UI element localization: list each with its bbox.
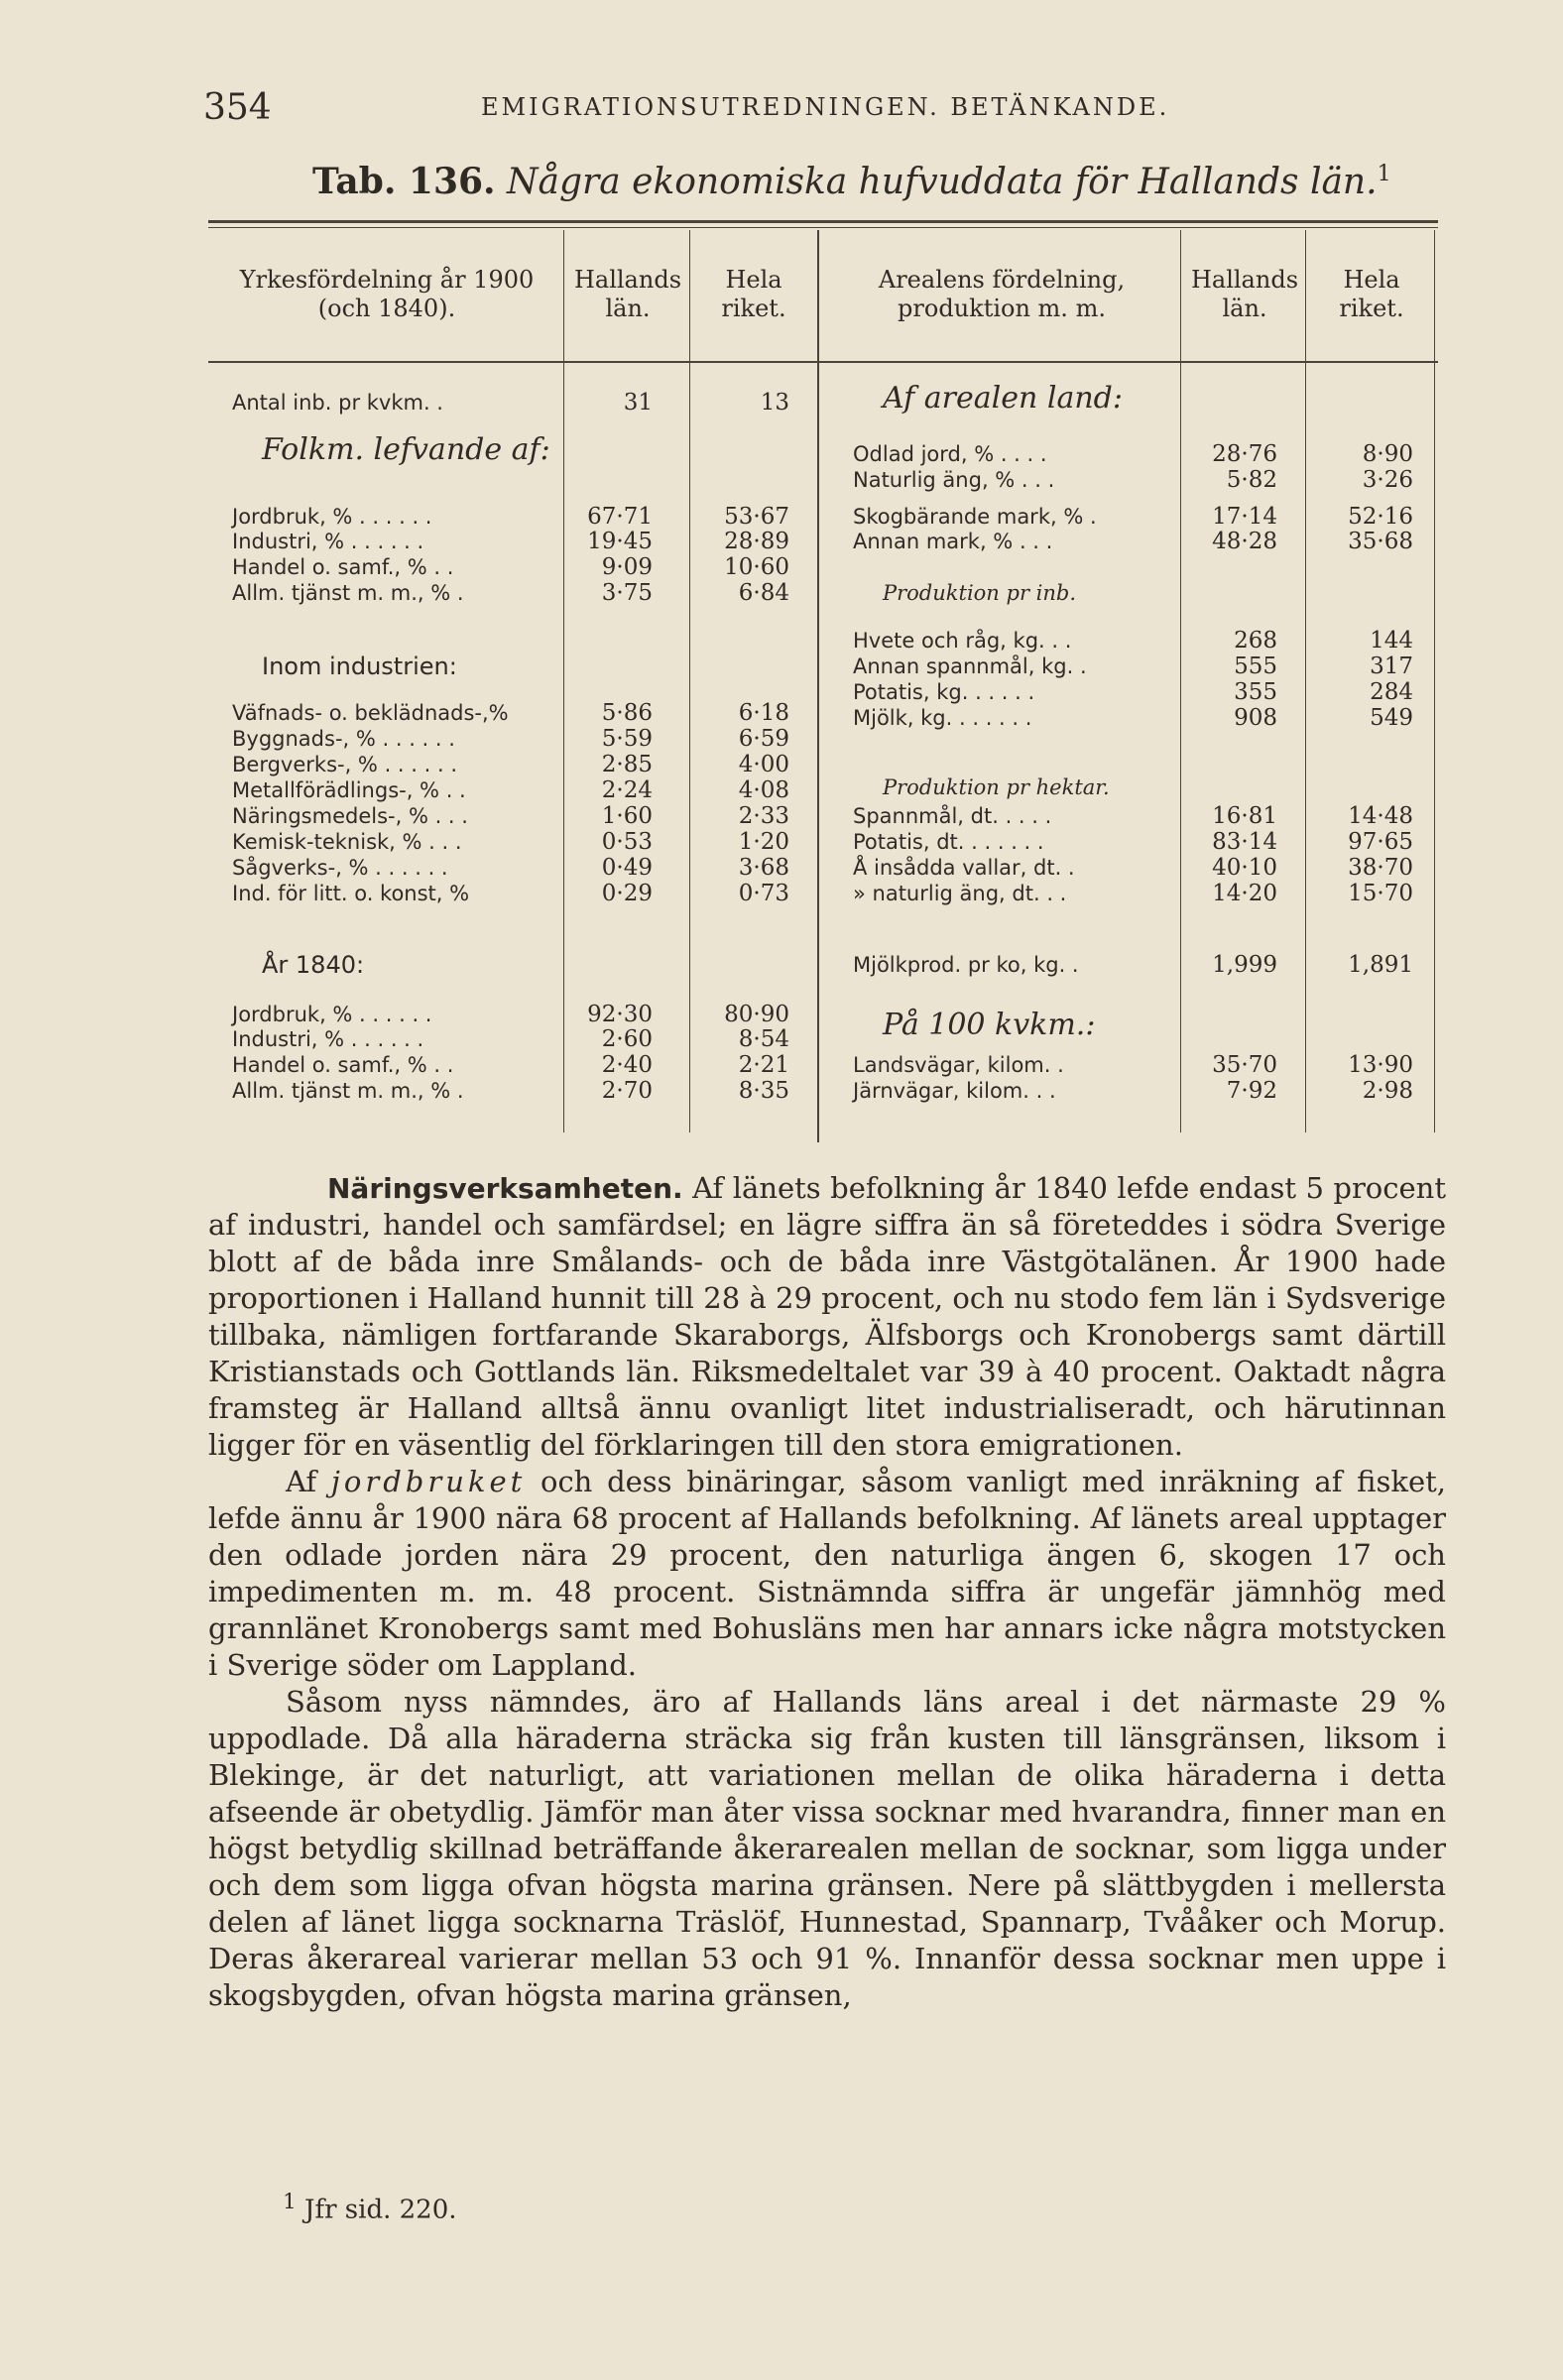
- right_table-hallands-value: 268: [1234, 628, 1277, 654]
- left_table-hallands-value: 92·30: [587, 1002, 653, 1027]
- left_table-riket-value: 6·84: [738, 580, 789, 606]
- left_table-hallands-value: 0·49: [601, 855, 653, 881]
- left_table-riket-value: 13: [760, 390, 789, 416]
- right_table-row-label: Å insådda vallar, dt. .: [853, 856, 1075, 880]
- left_table-row-label: Kemisk-teknisk, % . . .: [232, 830, 462, 854]
- right_table-hallands-value: 555: [1234, 654, 1277, 679]
- left_table-row-heading: Inom industrien:: [262, 653, 457, 680]
- column-divider-right-hallands: [1305, 230, 1306, 1132]
- left_table-hallands-value: 2·85: [601, 752, 653, 777]
- table-note-marker: 1: [1377, 162, 1391, 186]
- left_table-row-label: Ind. för litt. o. konst, %: [232, 882, 470, 905]
- right_table-row-heading: På 100 kvkm.:: [883, 1008, 1096, 1042]
- page-number: 354: [203, 87, 272, 128]
- right_table-riket-value: 1,891: [1348, 952, 1413, 978]
- right_table-riket-value: 2·98: [1362, 1078, 1413, 1104]
- right_table-hallands-value: 908: [1234, 705, 1277, 731]
- column-divider-left-hallands: [689, 230, 690, 1132]
- right_table-hallands-value: 35·70: [1212, 1052, 1277, 1078]
- right_table-row-label: Spannmål, dt. . . . .: [853, 804, 1052, 828]
- right_table-riket-value: 52·16: [1348, 504, 1413, 530]
- right_table-riket-value: 284: [1370, 679, 1413, 705]
- left_table-row-label: Antal inb. pr kvkm. .: [232, 391, 443, 415]
- right_table-riket-value: 8·90: [1362, 441, 1413, 467]
- paragraph-areal: Såsom nyss nämndes, äro af Hallands läns areal i det närmaste 29 % uppodlade. Då alla häraderna sträcka sig från kusten till länsgränsen, liksom i Blekinge, är det naturligt, att variationen mellan de olika häraderna i detta afseende är obetydlig. Jämför man åter vissa socknar med hvarandra, finner man en högst betydlig skillnad beträffande åkerarealen mellan de socknar, som ligga under och dem som ligga ofvan högsta marina gränsen. Nere på slättbygden i mellersta delen af länet ligga socknarna Träslöf, Hunnestad, Spannarp, Tvååker och Morup. Deras åkerareal varierar mellan 53 och 91 %. Innanför dessa socknar men uppe i skogsbygden, ofvan högsta marina gränsen,: [208, 1685, 1446, 2012]
- left_table-hallands-value: 5·59: [601, 726, 653, 752]
- right_table-row-label: Mjölkprod. pr ko, kg. .: [853, 953, 1079, 977]
- right_table-hallands-value: 5·82: [1226, 467, 1277, 493]
- right_table-riket-value: 13·90: [1348, 1052, 1413, 1078]
- right_table-riket-value: 317: [1370, 654, 1413, 679]
- right_table-row-heading: Produktion pr inb.: [883, 581, 1077, 605]
- right_table-riket-value: 38·70: [1348, 855, 1413, 881]
- table-label: Tab. 136.: [312, 161, 496, 202]
- right_table-row-label: Annan spannmål, kg. .: [853, 654, 1087, 678]
- left_table-row-label: Allm. tjänst m. m., % .: [232, 581, 464, 605]
- right_table-row-label: Annan mark, % . . .: [853, 530, 1053, 553]
- right_table-row-label: Järnvägar, kilom. . .: [853, 1079, 1056, 1103]
- right_table-row-label: Naturlig äng, % . . .: [853, 468, 1055, 492]
- left_table-row-heading: Folkm. lefvande af:: [262, 432, 550, 467]
- right_table-row-heading: Produktion pr hektar.: [883, 775, 1110, 799]
- right_table-hallands-value: 17·14: [1212, 504, 1277, 530]
- left_table-hallands-value: 2·70: [601, 1078, 653, 1104]
- left_table-riket-value: 28·89: [724, 529, 789, 554]
- left_table-hallands-value: 9·09: [601, 554, 653, 580]
- left_table-riket-value: 1·20: [738, 829, 789, 855]
- right_table-hallands-value: 1,999: [1212, 952, 1277, 978]
- right_table-row-label: » naturlig äng, dt. . .: [853, 882, 1067, 905]
- left_table-hallands-value: 3·75: [601, 580, 653, 606]
- left_table-row-label: Väfnads- o. beklädnads-,%: [232, 701, 509, 725]
- left_table-riket-value: 8·35: [738, 1078, 789, 1104]
- right_table-hallands-value: 7·92: [1226, 1078, 1277, 1104]
- column-divider-right-label: [1180, 230, 1181, 1132]
- emphasized-word: jordbruket: [330, 1465, 527, 1498]
- left-header-occupation: Yrkesfördelning år 1900 (och 1840).: [239, 266, 535, 322]
- left_table-riket-value: 3·68: [738, 855, 789, 881]
- page-header: [203, 87, 1443, 137]
- left_table-riket-value: 2·21: [738, 1052, 789, 1078]
- right_table-hallands-value: 40·10: [1212, 855, 1277, 881]
- right_table-row-label: Hvete och råg, kg. . .: [853, 629, 1072, 653]
- left_table-hallands-value: 2·40: [601, 1052, 653, 1078]
- left_table-riket-value: 8·54: [738, 1026, 789, 1052]
- body-text: [208, 1170, 1446, 2014]
- right_table-row-label: Landsvägar, kilom. .: [853, 1053, 1064, 1077]
- data-table: [208, 220, 1438, 1152]
- right_table-riket-value: 35·68: [1348, 529, 1413, 554]
- left_table-hallands-value: 0·53: [601, 829, 653, 855]
- left_table-riket-value: 4·08: [738, 777, 789, 803]
- left_table-row-label: Näringsmedels-, % . . .: [232, 804, 468, 828]
- left_table-row-label: Sågverks-, % . . . . . .: [232, 856, 448, 880]
- left_table-row-label: Industri, % . . . . . .: [232, 530, 424, 553]
- left_table-hallands-value: 1·60: [601, 803, 653, 829]
- left_table-row-label: Jordbruk, % . . . . . .: [232, 505, 432, 529]
- left_table-row-label: Bergverks-, % . . . . . .: [232, 753, 457, 776]
- right-header-hallands: Hallands län.: [1190, 266, 1299, 322]
- left_table-riket-value: 2·33: [738, 803, 789, 829]
- left-header-riket: Hela riket.: [721, 266, 786, 322]
- left_table-hallands-value: 5·86: [601, 700, 653, 726]
- right_table-row-label: Potatis, kg. . . . . .: [853, 680, 1035, 704]
- right_table-hallands-value: 14·20: [1212, 881, 1277, 906]
- left_table-row-label: Industri, % . . . . . .: [232, 1027, 424, 1051]
- left_table-riket-value: 6·59: [738, 726, 789, 752]
- right_table-hallands-value: 355: [1234, 679, 1277, 705]
- right-header-riket: Hela riket.: [1339, 266, 1404, 322]
- right_table-riket-value: 549: [1370, 705, 1413, 731]
- right_table-riket-value: 144: [1370, 628, 1413, 654]
- left_table-riket-value: 4·00: [738, 752, 789, 777]
- footnote-marker: 1: [283, 2190, 297, 2214]
- column-divider-left-label: [563, 230, 564, 1132]
- table-top-rule-thin: [208, 227, 1438, 228]
- paragraph-lead: Näringsverksamheten.: [327, 1172, 683, 1205]
- left_table-row-label: Byggnads-, % . . . . . .: [232, 727, 455, 751]
- paragraph-naringsverksamheten: Näringsverksamheten. Af länets befolkning år 1840 lefde endast 5 procent af industri, handel och samfärdsel; en lägre siffra än så företeddes i södra Sverige blott af de båda inre Smålands- och de båda inre Västgötalänen. År 1900 hade proportionen i Halland hunnit till 28 à 29 procent, och nu stodo fem län i Sydsverige tillbaka, nämligen fortfarande Skaraborgs, Älfsborgs och Kronobergs samt därtill Kristianstads och Gottlands län. Riksmedeltalet var 39 à 40 procent. Oaktadt några framsteg är Halland alltså ännu ovanligt litet industrialiseradt, och härutinnan ligger för en väsentlig del förklaringen till den stora emigrationen.: [208, 1171, 1447, 1462]
- table-title: [312, 161, 1391, 202]
- left_table-hallands-value: 2·24: [601, 777, 653, 803]
- right_table-row-label: Potatis, dt. . . . . . .: [853, 830, 1044, 854]
- right-header-area: Arealens fördelning, produktion m. m.: [878, 266, 1126, 322]
- right_table-hallands-value: 48·28: [1212, 529, 1277, 554]
- right_table-row-label: Odlad jord, % . . . .: [853, 442, 1047, 466]
- left_table-hallands-value: 19·45: [587, 529, 653, 554]
- right_table-hallands-value: 16·81: [1212, 803, 1277, 829]
- paragraph-jordbruket: Af jordbruket och dess binäringar, såsom vanligt med inräkning af fisket, lefde ännu år 1900 nära 68 procent af Hallands befolkning. Af länets areal upptager den odlade jorden nära 29 procent, den naturliga ängen 6, skogen 17 och impedimenten m. m. 48 procent. Sistnämnda siffra är ungefär jämnhög med grannlänet Kronobergs samt med Bohusläns men har annars icke några motstycken i Sverige söder om Lappland.: [208, 1465, 1446, 1682]
- right_table-row-heading: Af arealen land:: [883, 381, 1123, 416]
- left_table-row-label: Handel o. samf., % . .: [232, 1053, 454, 1077]
- footnote-text: Jfr sid. 220.: [304, 2195, 457, 2225]
- left_table-riket-value: 0·73: [738, 881, 789, 906]
- left_table-hallands-value: 0·29: [601, 881, 653, 906]
- right_table-row-label: Mjölk, kg. . . . . . .: [853, 706, 1032, 730]
- left_table-riket-value: 80·90: [724, 1002, 789, 1027]
- right_table-row-label: Skogbärande mark, % .: [853, 505, 1097, 529]
- right_table-riket-value: 3·26: [1362, 467, 1413, 493]
- left_table-row-label: Allm. tjänst m. m., % .: [232, 1079, 464, 1103]
- right_table-riket-value: 97·65: [1348, 829, 1413, 855]
- right_table-riket-value: 15·70: [1348, 881, 1413, 906]
- left_table-row-label: Jordbruk, % . . . . . .: [232, 1003, 432, 1026]
- table-top-rule: [208, 220, 1438, 223]
- left_table-row-heading: År 1840:: [262, 951, 365, 979]
- footnote: [283, 2190, 457, 2225]
- table-right-edge: [1434, 230, 1435, 1132]
- left_table-riket-value: 10·60: [724, 554, 789, 580]
- left_table-row-label: Handel o. samf., % . .: [232, 555, 454, 579]
- left_table-row-label: Metallförädlings-, % . .: [232, 778, 466, 802]
- running-title: EMIGRATIONSUTREDNINGEN. BETÄNKANDE.: [481, 93, 1170, 121]
- left_table-riket-value: 53·67: [724, 504, 789, 530]
- left-header-hallands: Hallands län.: [573, 266, 682, 322]
- right_table-hallands-value: 28·76: [1212, 441, 1277, 467]
- left_table-hallands-value: 67·71: [587, 504, 653, 530]
- left_table-hallands-value: 31: [623, 390, 653, 416]
- column-divider-center: [817, 230, 819, 1142]
- left_table-riket-value: 6·18: [738, 700, 789, 726]
- right_table-riket-value: 14·48: [1348, 803, 1413, 829]
- table-caption: Några ekonomiska hufvuddata för Hallands län.: [507, 162, 1378, 202]
- table-header-rule: [208, 361, 1438, 363]
- right_table-hallands-value: 83·14: [1212, 829, 1277, 855]
- left_table-hallands-value: 2·60: [601, 1026, 653, 1052]
